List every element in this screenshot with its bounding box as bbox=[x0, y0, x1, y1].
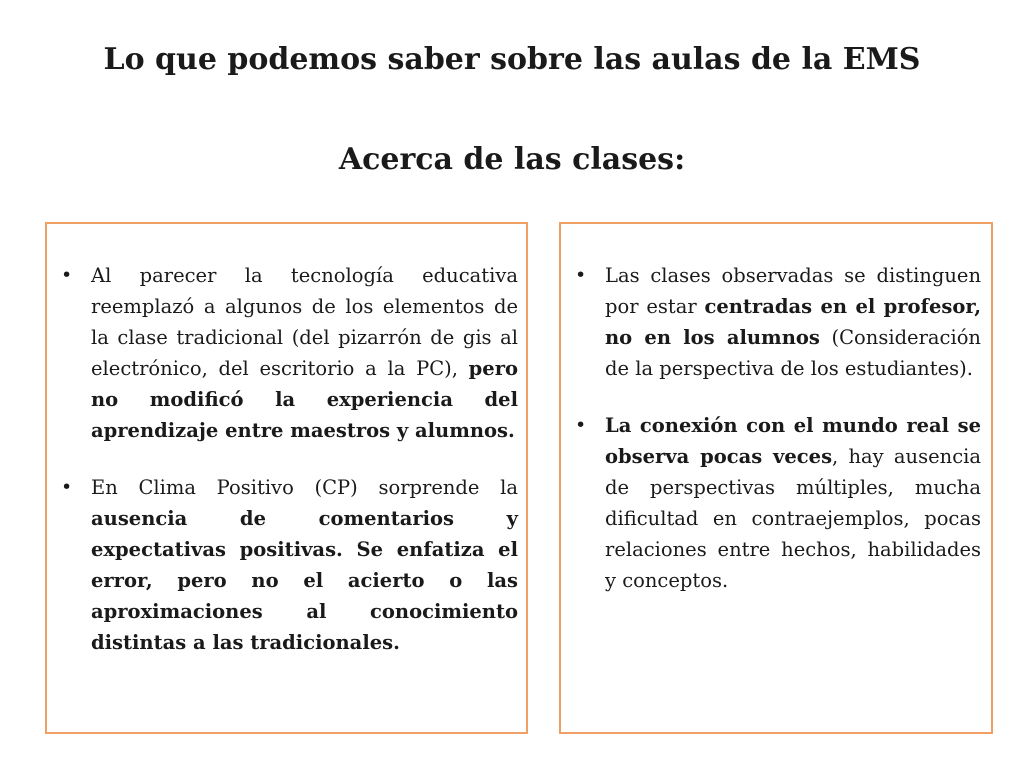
slide-title: Lo que podemos saber sobre las aulas de la EMS bbox=[103, 42, 921, 77]
list-item bbox=[575, 410, 981, 596]
item-text: En Clima Positivo (CP) sorprende la bbox=[91, 476, 518, 499]
list-item bbox=[61, 260, 518, 446]
item-emphasis: pero no modificó la experiencia del aprendizaje entre maestros y alumnos. bbox=[91, 357, 518, 442]
item-emphasis: La conexión con el mundo real se observa pocas veces bbox=[605, 414, 981, 468]
item-text: Las clases observadas se distinguen por estar bbox=[605, 264, 981, 318]
list-item bbox=[61, 472, 518, 658]
item-emphasis: ausencia de comentarios y expectativas positivas. Se enfatiza el error, pero no el acierto o las aproximaciones al conocimiento distintas a las tradicionales. bbox=[91, 507, 518, 654]
item-text-tail: , hay ausencia de perspectivas múltiples, mucha dificultad en contraejemplos, pocas relaciones entre hechos, habilidades y conceptos. bbox=[605, 445, 981, 592]
item-text: Al parecer la tecnología educativa reemplazó a algunos de los elementos de la clase tradicional (del pizarrón de gis al electrónico, del escritorio a la PC), bbox=[91, 264, 518, 380]
slide-subtitle: Acerca de las clases: bbox=[338, 142, 686, 177]
right-bullet-list bbox=[575, 260, 981, 596]
right-text-box bbox=[559, 222, 993, 734]
left-text-box bbox=[45, 222, 528, 734]
bullet-icon: • bbox=[575, 264, 587, 286]
item-text-tail: (Consideración de la perspectiva de los estudiantes). bbox=[605, 326, 981, 380]
bullet-icon: • bbox=[61, 264, 73, 286]
bullet-icon: • bbox=[61, 476, 73, 498]
left-bullet-list bbox=[61, 260, 518, 658]
item-emphasis: centradas en el profesor, no en los alumnos bbox=[605, 295, 981, 349]
bullet-icon: • bbox=[575, 414, 587, 436]
list-item bbox=[575, 260, 981, 384]
